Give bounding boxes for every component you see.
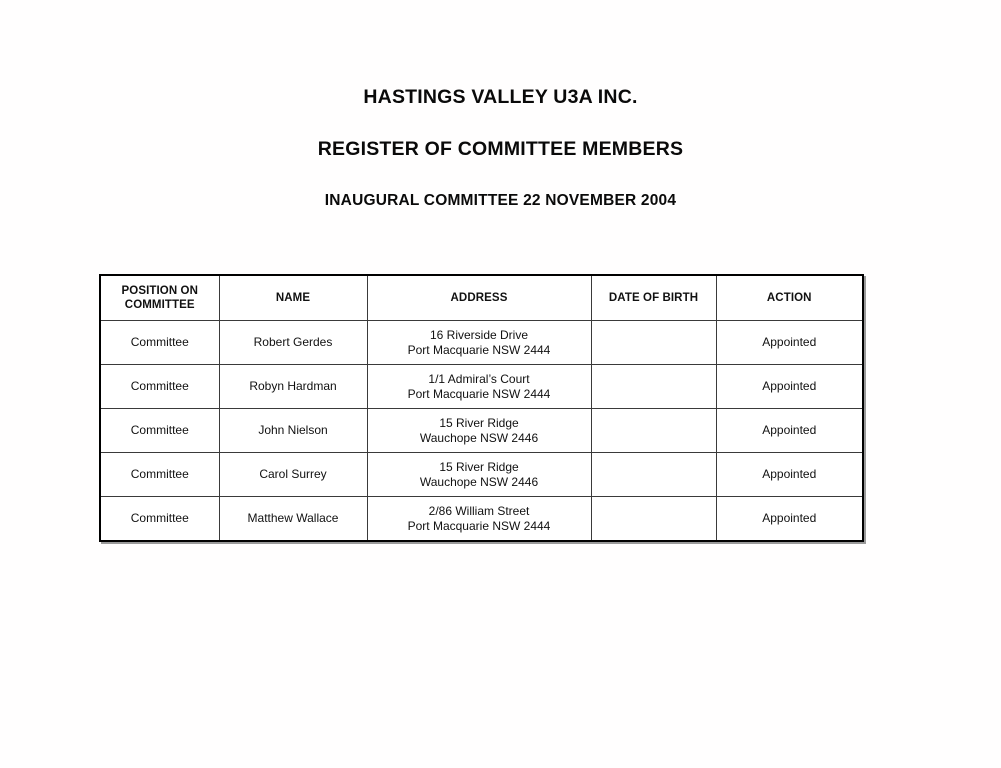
cell-date-of-birth [591, 321, 716, 365]
cell-address-line-1: 1/1 Admiral’s Court [428, 371, 530, 386]
cell-name: John Nielson [219, 409, 367, 453]
cell-address [367, 453, 591, 497]
cell-name: Robert Gerdes [219, 321, 367, 365]
cell-address-line-1: 15 River Ridge [439, 459, 519, 474]
cell-address [367, 497, 591, 542]
document-subtitle: INAUGURAL COMMITTEE 22 NOVEMBER 2004 [324, 192, 677, 209]
column-header-date-of-birth: DATE OF BIRTH [591, 275, 716, 321]
cell-address-line-1: 16 Riverside Drive [429, 327, 529, 342]
table-body [100, 321, 863, 542]
cell-address-line-2: Port Macquarie NSW 2444 [407, 518, 551, 533]
table-row [100, 321, 863, 365]
cell-position: Committee [100, 365, 219, 409]
cell-date-of-birth [591, 497, 716, 542]
cell-action: Appointed [716, 497, 863, 542]
committee-register-table [99, 274, 864, 542]
table-row [100, 365, 863, 409]
cell-address [367, 321, 591, 365]
cell-name: Matthew Wallace [219, 497, 367, 542]
column-header-address: ADDRESS [367, 275, 591, 321]
cell-address-line-1: 15 River Ridge [439, 415, 519, 430]
column-header-name: NAME [219, 275, 367, 321]
cell-position: Committee [100, 497, 219, 542]
column-header-action: ACTION [716, 275, 863, 321]
cell-name: Robyn Hardman [219, 365, 367, 409]
table-header-row [100, 275, 863, 321]
cell-date-of-birth [591, 365, 716, 409]
register-table-container [99, 274, 864, 542]
cell-address-line-2: Wauchope NSW 2446 [419, 474, 539, 489]
table-header [100, 275, 863, 321]
table-row [100, 497, 863, 542]
cell-address-line-2: Port Macquarie NSW 2444 [407, 342, 551, 357]
cell-position: Committee [100, 321, 219, 365]
cell-address [367, 409, 591, 453]
table-row [100, 409, 863, 453]
organisation-title: HASTINGS VALLEY U3A INC. [363, 86, 638, 108]
column-header-position-line-1: POSITION ON [121, 285, 198, 297]
cell-address-line-2: Port Macquarie NSW 2444 [407, 386, 551, 401]
cell-date-of-birth [591, 409, 716, 453]
cell-address [367, 365, 591, 409]
cell-address-line-2: Wauchope NSW 2446 [419, 430, 539, 445]
cell-name: Carol Surrey [219, 453, 367, 497]
cell-position: Committee [100, 453, 219, 497]
cell-action: Appointed [716, 365, 863, 409]
cell-address-line-1: 2/86 William Street [428, 503, 530, 518]
cell-action: Appointed [716, 409, 863, 453]
cell-position: Committee [100, 409, 219, 453]
column-header-position-line-2: COMMITTEE [124, 299, 195, 311]
cell-action: Appointed [716, 453, 863, 497]
table-row [100, 453, 863, 497]
document-title: REGISTER OF COMMITTEE MEMBERS [317, 138, 684, 160]
document-heading-block [0, 86, 1001, 210]
cell-action: Appointed [716, 321, 863, 365]
column-header-position [100, 275, 219, 321]
cell-date-of-birth [591, 453, 716, 497]
